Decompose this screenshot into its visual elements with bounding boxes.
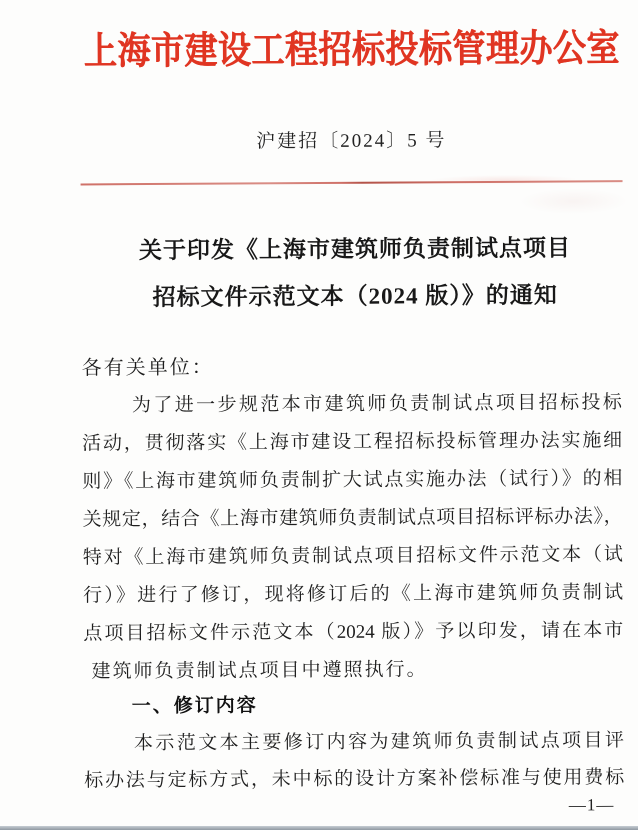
- body-line: 本示范文本主要修订内容为建筑师负责制试点项目评: [133, 730, 625, 755]
- body-line: 活动，贯彻落实《上海市建设工程招标投标管理办法实施细: [82, 430, 623, 455]
- body-line: 标办法与定标方式，未中标的设计方案补偿标准与使用费标: [84, 767, 625, 792]
- body-paragraph-2: [84, 722, 624, 799]
- body-line: 点项目招标文件示范文本（2024 版）》予以印发，请在本市: [83, 620, 624, 645]
- notice-title-line-1: 关于印发《上海市建筑师负责制试点项目: [138, 235, 572, 264]
- body-line: 关规定，结合《上海市建筑师负责制试点项目招标评标办法》，: [82, 506, 623, 531]
- scan-smudge: [519, 188, 629, 215]
- body-paragraph-1: [82, 384, 624, 691]
- issuing-authority-letterhead: 上海市建设工程招标投标管理办公室: [83, 28, 620, 74]
- body-line: 建筑师负责制试点项目中遵照执行。: [91, 659, 428, 683]
- body-line: 则》《上海市建筑师负责制扩大试点实施办法（试行）》的相: [82, 468, 623, 493]
- salutation: 各有关单位：: [81, 356, 214, 380]
- section-heading-revision-content: 一、修订内容: [131, 695, 258, 718]
- body-line: 行）》进行了修订，现将修订后的《上海市建筑师负责制试: [83, 582, 624, 607]
- document-reference-number: 沪建招〔2024〕5 号: [256, 130, 447, 153]
- body-line: 为了进一步规范本市建筑师负责制试点项目招标投标: [131, 392, 622, 417]
- notice-title-line-2: 招标文件示范文本（2024 版）》的通知: [152, 282, 558, 311]
- notice-title: [73, 224, 638, 321]
- body-line: 特对《上海市建筑师负责制试点项目招标文件示范文本（试: [82, 544, 623, 569]
- scan-bottom-edge: [0, 826, 638, 830]
- page-number: —1—: [568, 795, 615, 815]
